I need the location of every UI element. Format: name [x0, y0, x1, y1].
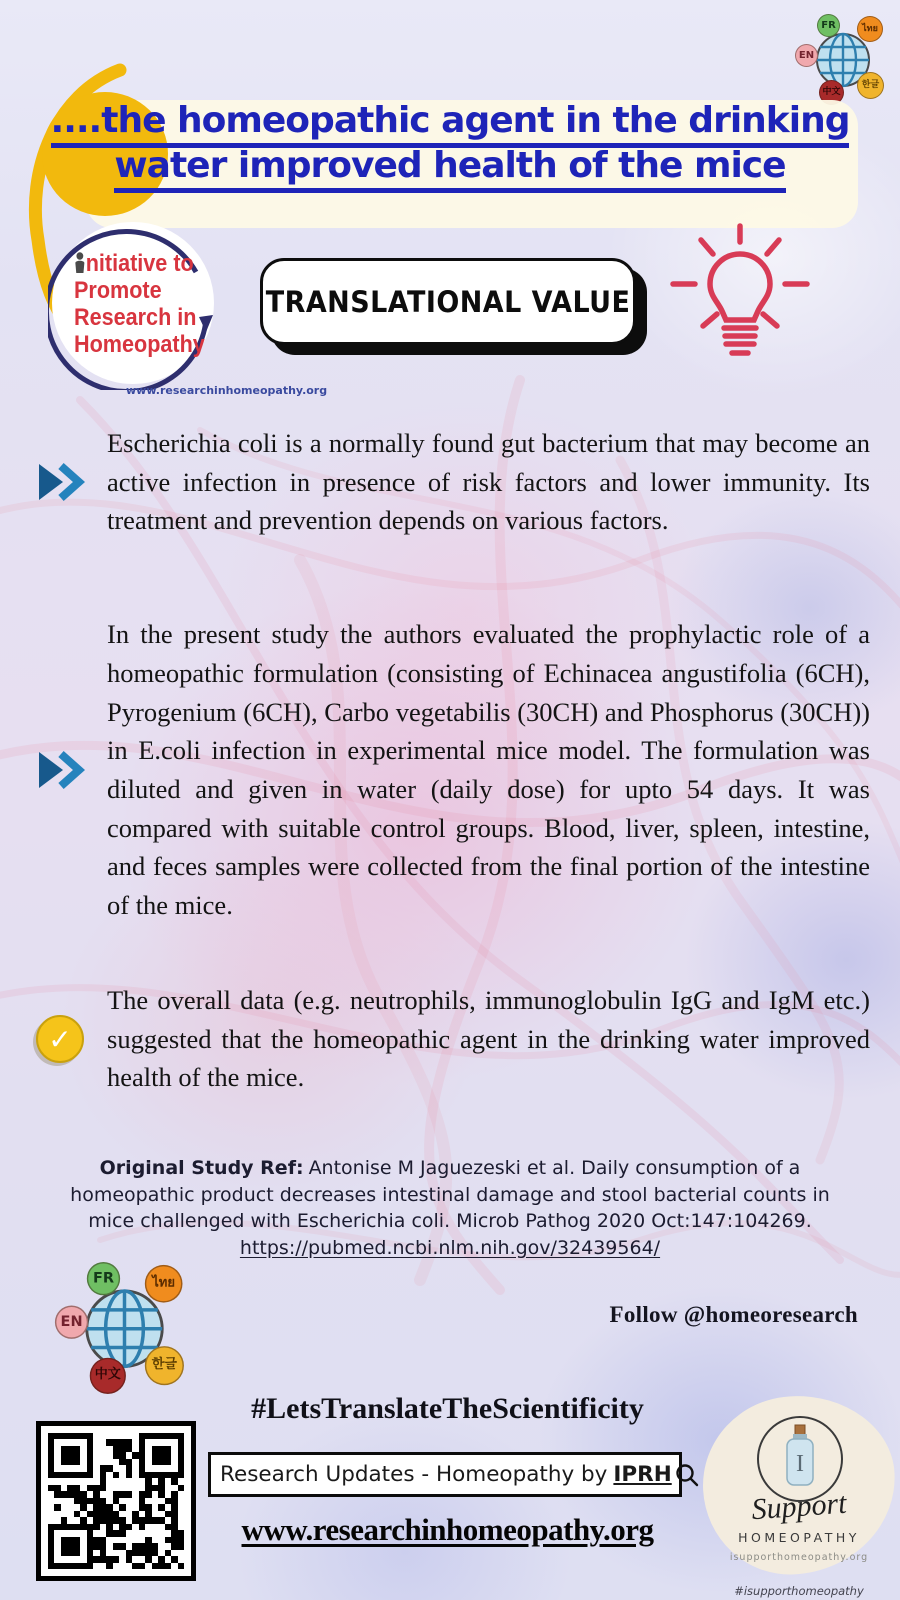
double-arrow-icon	[35, 748, 85, 792]
banner-label: TRANSLATIONAL VALUE	[265, 284, 631, 319]
svg-text:I: I	[796, 1451, 804, 1477]
badge-word-support: Support	[750, 1486, 848, 1527]
point-row-2	[35, 594, 870, 946]
campaign-hashtag: #LetsTranslateTheScientificity	[251, 1392, 644, 1425]
person-icon	[74, 252, 86, 274]
iprh-link[interactable]: IPRH	[613, 1462, 672, 1487]
iprh-line-2: Promote	[74, 277, 162, 305]
page-title	[30, 100, 870, 193]
lang-bubble-fr: FR	[87, 1262, 120, 1295]
iprh-logo	[48, 218, 328, 398]
lightbulb-icon	[665, 222, 815, 372]
iprh-logo-website: www.researchinhomeopathy.org	[126, 384, 328, 397]
reference-text: Antonise M Jaguezeski et al. Daily consumption of a homeopathic product decreases intestinal damage and stool bacterial counts in mice challenged with Escherichia coli. Microb Pathog 2020 Oct:147:104269.	[70, 1157, 830, 1233]
point-row-1	[35, 403, 870, 561]
reference-block	[70, 1155, 830, 1261]
lang-bubble-en: EN	[795, 44, 818, 67]
remedy-bottle-icon	[783, 1424, 817, 1488]
search-bar[interactable]	[208, 1452, 682, 1497]
title-line-1: ....the homeopathic agent in the drinking	[51, 103, 850, 148]
website-link[interactable]: www.researchinhomeopathy.org	[241, 1512, 654, 1547]
qr-code	[36, 1421, 196, 1581]
follow-handle: Follow @homeoresearch	[609, 1302, 858, 1327]
lang-bubble-zh: 中文	[90, 1358, 126, 1394]
badge-word-homeopathy: HOMEOPATHY	[738, 1530, 860, 1545]
check-icon: ✓	[35, 1015, 85, 1063]
lang-bubble-fr: FR	[817, 14, 840, 37]
iprh-line-3: Research in	[74, 304, 197, 332]
paragraph-2: In the present study the authors evaluated the prophylactic role of a homeopathic formulation (consisting of Echinacea angustifolia (6CH), Pyrogenium (6CH), Carbo vegetabilis (30CH) and Phosphorus (30CH)) in E.coli infection in experimental mice model. The formulation was diluted and given in water (daily dose) for upto 54 days. It was compared with suitable control groups. Blood, liver, spleen, intestine, and feces samples were collected from the final portion of the intestine of the mice.	[107, 619, 870, 921]
lang-bubble-zh: 中文	[819, 80, 844, 105]
title-line-2: water improved health of the mice	[114, 148, 785, 193]
lang-bubble-ko: 한글	[145, 1346, 184, 1385]
lang-bubble-en: EN	[55, 1306, 88, 1339]
badge-hashtag: #isupporthomeopathy	[734, 1584, 864, 1598]
iprh-line-1: nitiative to	[74, 250, 194, 277]
pubmed-link[interactable]: https://pubmed.ncbi.nlm.nih.gov/32439564/	[239, 1236, 661, 1259]
translational-value-banner	[260, 258, 636, 345]
badge-url: isupporthomeopathy.org	[729, 1552, 869, 1563]
iprh-line-4: Homeopathy	[74, 331, 205, 359]
website-url	[200, 1512, 695, 1548]
paragraph-3: The overall data (e.g. neutrophils, immunoglobulin IgG and IgM etc.) suggested that the homeopathic agent in the drinking water improved health of the mice.	[107, 984, 870, 1093]
iprh-logo-text	[74, 250, 205, 358]
translations-logo	[793, 14, 893, 114]
search-label: Research Updates - Homeopathy by	[220, 1462, 608, 1487]
search-icon	[674, 1462, 700, 1488]
translations-logo-footer	[52, 1262, 197, 1407]
paragraph-1: Escherichia coli is a normally found gut bacterium that may become an active infection in presence of risk factors and lower immunity. Its treatment and prevention depends on various factors.	[107, 427, 870, 536]
support-homeopathy-badge	[703, 1396, 898, 1600]
lang-bubble-ko: 한글	[857, 72, 884, 99]
double-arrow-icon	[35, 460, 85, 504]
reference-label: Original Study Ref:	[99, 1157, 304, 1179]
point-row-3	[35, 978, 870, 1100]
lang-bubble-thai: ไทย	[145, 1265, 183, 1303]
lang-bubble-thai: ไทย	[857, 16, 883, 42]
